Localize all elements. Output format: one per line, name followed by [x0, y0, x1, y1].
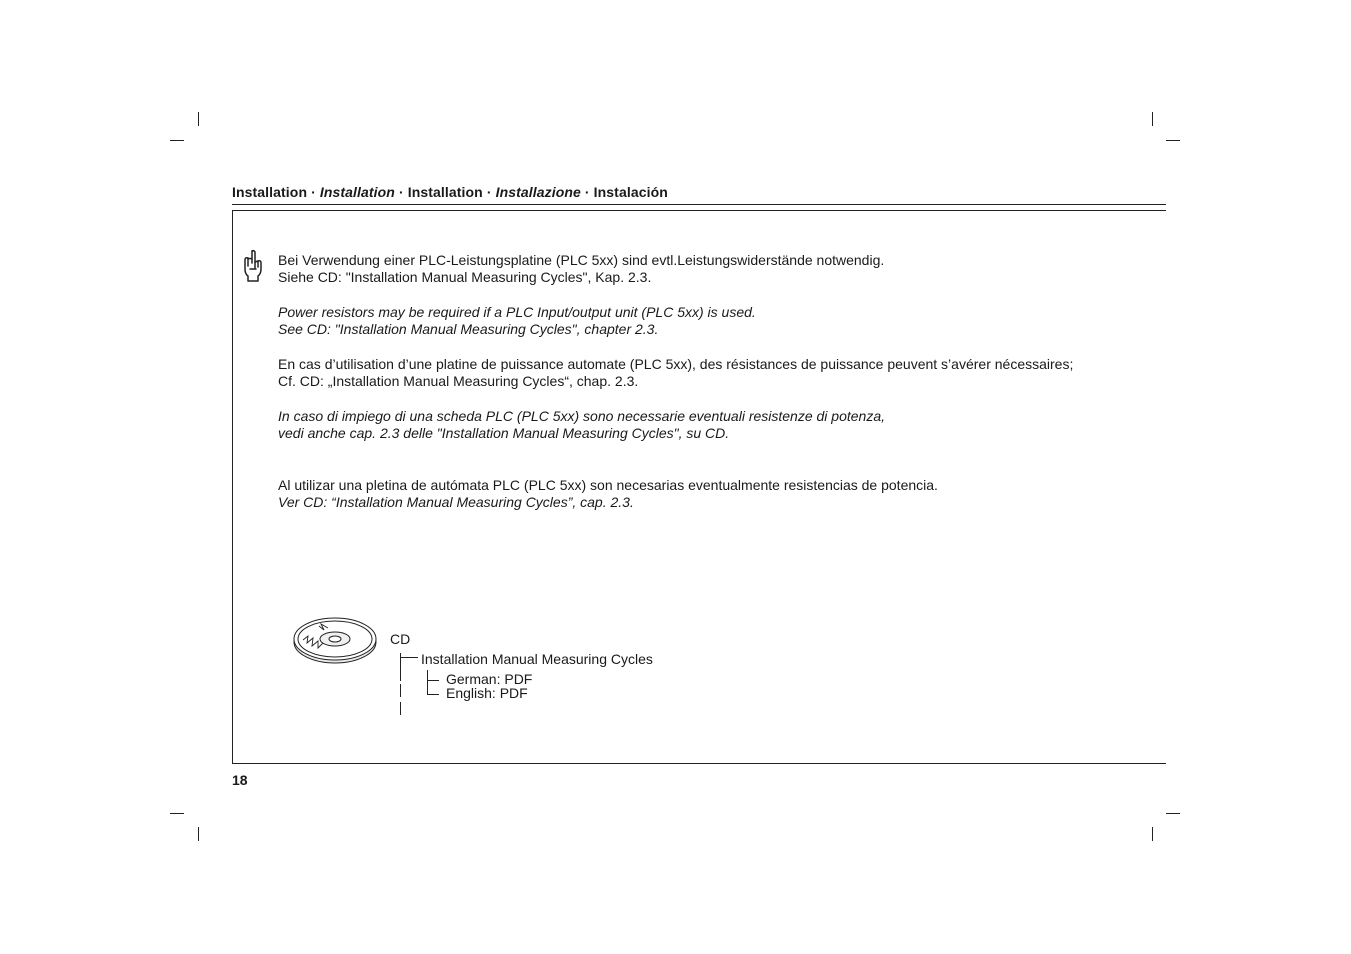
crop-mark [1152, 827, 1153, 841]
crop-mark [1166, 813, 1180, 814]
tree-line [400, 684, 401, 697]
header-part: Installation [407, 184, 483, 200]
cd-tree-root: CD [390, 631, 411, 647]
crop-mark [170, 813, 184, 814]
crop-mark [1166, 140, 1180, 141]
header-separator: · [307, 184, 320, 200]
box-bottom-border [232, 763, 1166, 764]
crop-mark [198, 112, 199, 126]
note-spanish [278, 477, 938, 511]
note-line: Ver CD: “Installation Manual Measuring Cycles”, cap. 2.3. [278, 494, 634, 510]
note-line: Bei Verwendung einer PLC-Leistungsplatine (PLC 5xx) sind evtl.Leistungswiderstände notwendig. [278, 252, 885, 268]
header-rule [232, 204, 1166, 205]
cd-tree-folder: Installation Manual Measuring Cycles [421, 651, 653, 667]
note-line: Power resistors may be required if a PLC Input/output unit (PLC 5xx) is used. [278, 304, 756, 320]
header-part: Instalación [593, 184, 668, 200]
cd-tree-file: English: PDF [446, 685, 528, 701]
page-number: 18 [232, 772, 248, 788]
note-line: vedi anche cap. 2.3 delle "Installation Manual Measuring Cycles", su CD. [278, 425, 730, 441]
header-part: Installation [319, 184, 395, 200]
note-french [278, 356, 1073, 390]
note-english [278, 304, 756, 338]
tree-line [427, 694, 439, 695]
tree-line [400, 657, 418, 658]
header-part: Installation [232, 184, 308, 200]
crop-mark [170, 140, 184, 141]
box-left-border [232, 210, 233, 763]
tree-line [427, 680, 439, 681]
note-italian [278, 408, 885, 442]
note-line: Al utilizar una pletina de autómata PLC (PLC 5xx) son necesarias eventualmente resistencias de potencia. [278, 477, 938, 493]
note-line: Cf. CD: „Installation Manual Measuring Cycles“, chap. 2.3. [278, 373, 639, 389]
tree-line [400, 702, 401, 715]
cd-tree-file: German: PDF [446, 671, 533, 687]
pointing-hand-icon [241, 249, 265, 283]
header-part: Installazione [495, 184, 581, 200]
crop-mark [198, 827, 199, 841]
page-header [232, 184, 668, 200]
header-separator: · [482, 184, 496, 200]
note-german [278, 252, 884, 286]
note-line: Siehe CD: "Installation Manual Measuring Cycles", Kap. 2.3. [278, 269, 652, 285]
header-separator: · [394, 184, 408, 200]
cd-disc-icon [293, 616, 379, 666]
header-separator: · [580, 184, 594, 200]
tree-line [427, 670, 428, 694]
note-line: En cas d’utilisation d’une platine de puissance automate (PLC 5xx), des résistances de puissance peuvent s’avérer nécessaires; [278, 356, 1074, 372]
box-top-border [232, 210, 1166, 211]
note-line: In caso di impiego di una scheda PLC (PLC 5xx) sono necessarie eventuali resistenze di potenza, [278, 408, 886, 424]
crop-mark [1152, 112, 1153, 126]
note-line: See CD: "Installation Manual Measuring Cycles", chapter 2.3. [278, 321, 659, 337]
